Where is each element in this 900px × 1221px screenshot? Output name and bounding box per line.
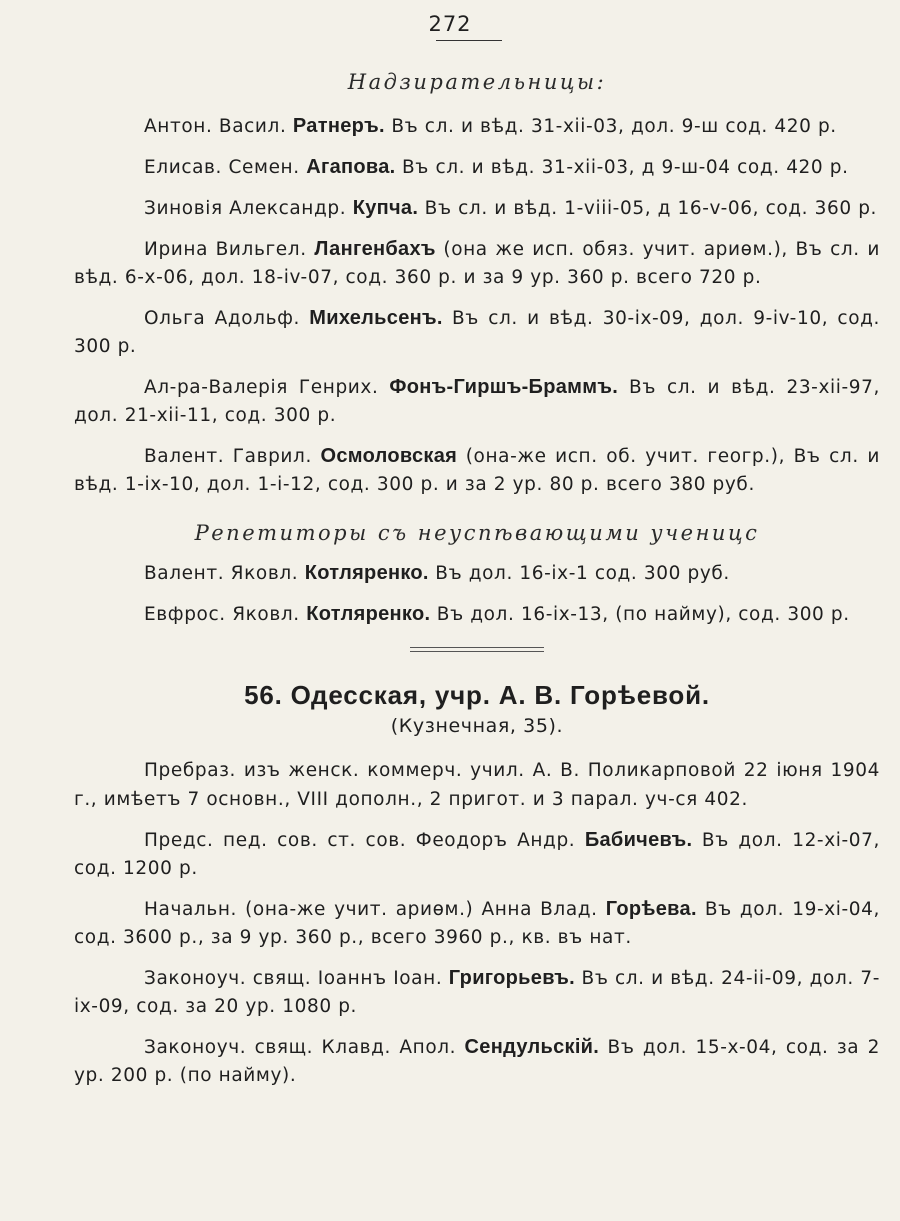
entry-details: Въ дол. 16-ix-13, (по найму), сод. 300 р. — [430, 604, 850, 625]
person-surname: Котляренко. — [306, 603, 431, 625]
list-item — [74, 757, 880, 814]
list-item — [74, 964, 880, 1021]
entry-prefix: Валент. Гаврил. — [144, 446, 321, 467]
entry-prefix: Елисав. Семен. — [144, 157, 307, 178]
entry-details: Въ дол. 16-ix-1 сод. 300 руб. — [428, 563, 730, 584]
section-title-supervisors: Надзирательницы: — [347, 70, 607, 94]
entry-details: Въ сл. и вѣд. 1-viii-05, д 16-v-06, сод. 360 р. — [418, 198, 878, 219]
entry-prefix: Законоуч. свящ. Клавд. Апол. — [144, 1037, 465, 1058]
tutors-list — [74, 559, 880, 629]
entry-details: Въ сл. и вѣд. 31-xii-03, д 9-ш-04 сод. 420 р. — [395, 157, 849, 178]
list-item — [74, 194, 880, 223]
section-divider — [410, 647, 544, 652]
entry-details: Въ дол. 12-xi-07, сод. 1200 р. — [74, 830, 880, 879]
person-surname: Котляренко. — [304, 562, 429, 584]
list-item — [74, 826, 880, 883]
entry-prefix: Пребраз. изъ женск. коммерч. учил. А. В. Поликарповой 22 іюня 1904 г., имѣетъ 7 основн., VIII дополн., 2 пригот. и 3 парал. уч-ся 402. — [74, 760, 880, 810]
person-surname: Фонъ-Гиршъ-Браммъ. — [389, 376, 619, 398]
person-surname: Бабичевъ. — [584, 829, 693, 851]
list-item — [74, 112, 880, 141]
list-item — [74, 153, 880, 182]
school-heading: 56. Одесская, учр. А. В. Горѣевой. — [244, 680, 710, 710]
entry-details: (она же исп. обяз. учит. ариѳм.), Въ сл. и вѣд. 6-х-06, дол. 18-iv-07, сод. 360 р. и за 9 ур. 360 р. всего 720 р. — [74, 239, 880, 288]
person-surname: Михельсенъ. — [309, 307, 443, 329]
person-surname: Лангенбахъ — [314, 238, 436, 260]
person-surname: Горѣева. — [605, 898, 697, 920]
entry-prefix: Антон. Васил. — [144, 116, 293, 137]
list-item — [74, 600, 880, 629]
person-surname: Ратнеръ. — [292, 115, 385, 137]
entry-prefix: Ольга Адольф. — [144, 308, 310, 329]
entry-prefix: Ал-ра-Валерія Генрих. — [144, 377, 390, 398]
person-surname: Григорьевъ. — [448, 967, 576, 989]
supervisors-list — [74, 112, 880, 499]
person-surname: Купча. — [352, 197, 419, 219]
list-item — [74, 442, 880, 499]
person-surname: Осмоловская — [320, 445, 458, 467]
entry-prefix: Предс. пед. сов. ст. сов. Феодоръ Андр. — [144, 830, 585, 851]
entry-details: Въ дол. 15-х-04, сод. за 2 ур. 200 р. (по найму). — [74, 1037, 880, 1086]
entry-prefix: Ирина Вильгел. — [144, 239, 315, 260]
list-item — [74, 1033, 880, 1090]
person-surname: Сендульскій. — [464, 1036, 600, 1058]
school-address: (Кузнечная, 35). — [390, 715, 564, 737]
entry-prefix: Законоуч. свящ. Іоаннъ Іоан. — [144, 968, 449, 989]
entry-details: Въ дол. 19-xi-04, сод. 3600 р., за 9 ур. 360 р., всего 3960 р., кв. въ нат. — [74, 899, 881, 948]
page-number: 272 — [428, 12, 472, 36]
list-item — [74, 895, 880, 952]
entry-prefix: Евфрос. Яковл. — [144, 604, 307, 625]
list-item — [74, 559, 880, 588]
entry-details: Въ сл. и вѣд. 31-xii-03, дол. 9-ш сод. 420 р. — [384, 116, 837, 137]
entry-prefix: Зиновія Александр. — [144, 198, 353, 219]
entry-details: Въ сл. и вѣд. 23-xii-97, дол. 21-xii-11, сод. 300 р. — [74, 377, 880, 426]
list-item — [74, 304, 880, 361]
list-item — [74, 373, 880, 430]
entry-prefix: Начальн. (она-же учит. ариѳм.) Анна Влад. — [144, 899, 606, 920]
school-staff-list — [74, 757, 880, 1090]
entry-details: Въ сл. и вѣд. 24-ii-09, дол. 7-ix-09, сод. за 20 ур. 1080 р. — [74, 968, 880, 1017]
page-content — [74, 70, 880, 1090]
section-title-tutors: Репетиторы съ неуспѣвающими ученицс — [194, 521, 760, 545]
person-surname: Агапова. — [306, 156, 396, 178]
page-number-underline — [436, 40, 502, 41]
entry-prefix: Валент. Яковл. — [144, 563, 305, 584]
entry-details: Въ сл. и вѣд. 30-ix-09, дол. 9-iv-10, сод. 300 р. — [74, 308, 880, 357]
list-item — [74, 235, 880, 292]
entry-details: (она-же исп. об. учит. геогр.), Въ сл. и вѣд. 1-ix-10, дол. 1-i-12, сод. 300 р. и за 2 ур. 80 р. всего 380 руб. — [74, 446, 881, 495]
